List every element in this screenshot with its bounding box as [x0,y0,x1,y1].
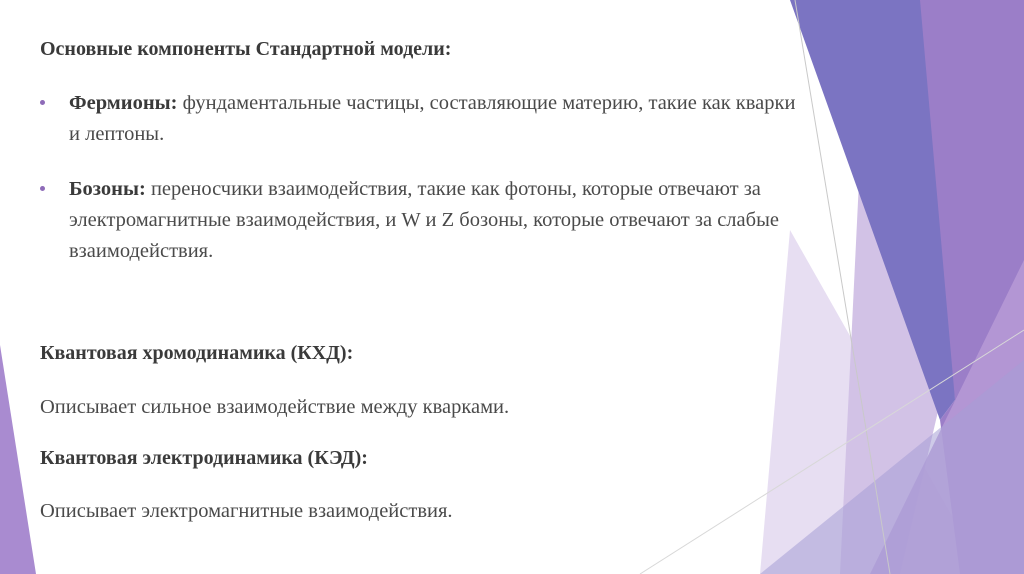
qed-heading: Квантовая электродинамика (КЭД): [40,447,368,469]
bullet-dot-icon [40,186,45,191]
bullet-term: Бозоны: [69,178,146,200]
bullet-dot-icon [40,100,45,105]
bullet-text: фундаментальные частицы, составляющие материю, такие как кварки и лептоны. [69,92,796,145]
bullet-term: Фермионы: [69,92,178,114]
left-edge-shape [0,345,36,574]
bullet-text: переносчики взаимодействия, такие как фотоны, которые отвечают за электромагнитные взаимодействия, и W и Z бозоны, которые отвечают за слабые взаимодействия. [69,178,779,262]
qcd-heading: Квантовая хромодинамика (КХД): [40,342,354,364]
slide-title: Основные компоненты Стандартной модели: [40,38,452,60]
qcd-text: Описывает сильное взаимодействие между кварками. [40,396,510,418]
qed-text: Описывает электромагнитные взаимодействия. [40,500,453,522]
